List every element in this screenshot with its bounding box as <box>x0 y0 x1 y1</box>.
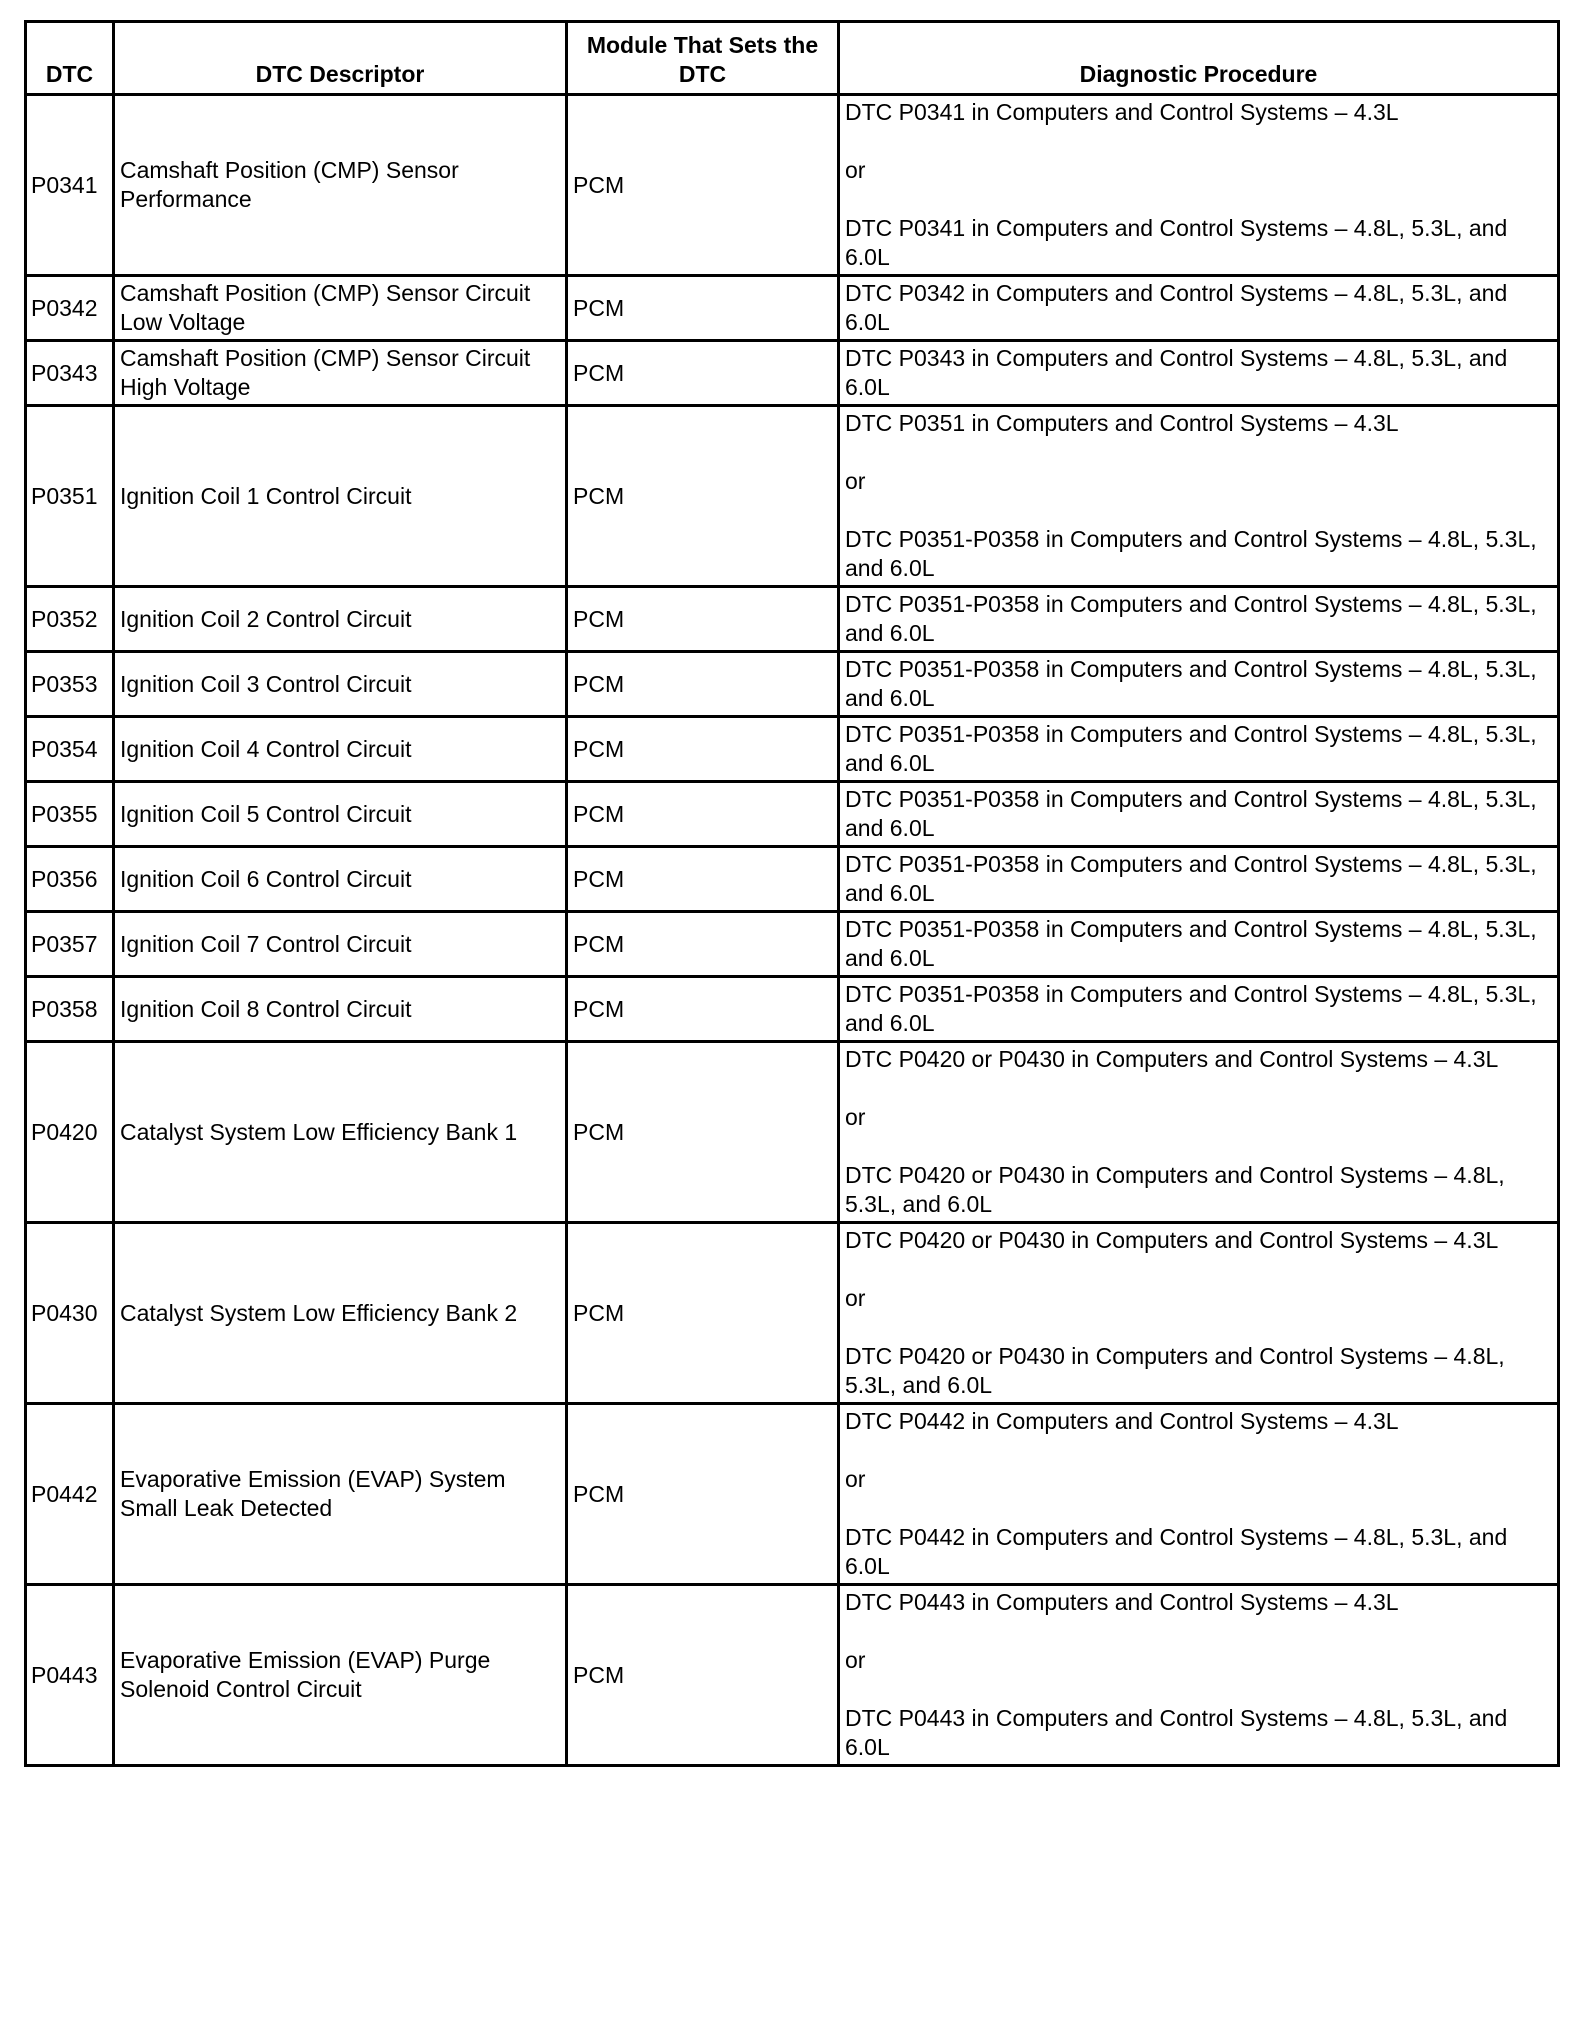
procedure-spacer <box>845 1074 1552 1103</box>
procedure-spacer <box>845 496 1552 525</box>
procedure-line: DTC P0351-P0358 in Computers and Control Systems – 4.8L, 5.3L, and 6.0L <box>845 526 1537 581</box>
diagnostic-procedure-cell <box>839 276 1559 341</box>
header-row <box>26 22 1559 95</box>
dtc-descriptor-cell: Ignition Coil 5 Control Circuit <box>114 782 567 847</box>
procedure-line: DTC P0351-P0358 in Computers and Control Systems – 4.8L, 5.3L, and 6.0L <box>845 981 1537 1036</box>
procedure-line: DTC P0351-P0358 in Computers and Control Systems – 4.8L, 5.3L, and 6.0L <box>845 591 1537 646</box>
diagnostic-procedure-cell <box>839 1404 1559 1585</box>
procedure-spacer <box>845 1494 1552 1523</box>
dtc-code-cell: P0353 <box>26 652 114 717</box>
table-row <box>26 276 1559 341</box>
procedure-line: DTC P0351-P0358 in Computers and Control Systems – 4.8L, 5.3L, and 6.0L <box>845 916 1537 971</box>
table-row <box>26 1223 1559 1404</box>
header-descriptor: DTC Descriptor <box>114 22 567 95</box>
module-cell: PCM <box>567 276 839 341</box>
module-cell: PCM <box>567 652 839 717</box>
diagnostic-procedure-cell <box>839 1585 1559 1766</box>
dtc-descriptor-cell: Ignition Coil 7 Control Circuit <box>114 912 567 977</box>
procedure-line: DTC P0442 in Computers and Control Systems – 4.3L <box>845 1408 1399 1434</box>
header-dtc: DTC <box>26 22 114 95</box>
procedure-spacer <box>845 1132 1552 1161</box>
procedure-line: DTC P0342 in Computers and Control Systems – 4.8L, 5.3L, and 6.0L <box>845 280 1508 335</box>
dtc-code-cell: P0354 <box>26 717 114 782</box>
diagnostic-procedure-cell <box>839 587 1559 652</box>
module-cell: PCM <box>567 847 839 912</box>
procedure-line: DTC P0420 or P0430 in Computers and Control Systems – 4.3L <box>845 1227 1499 1253</box>
procedure-line: DTC P0420 or P0430 in Computers and Control Systems – 4.8L, 5.3L, and 6.0L <box>845 1162 1505 1217</box>
procedure-spacer <box>845 1313 1552 1342</box>
dtc-code-cell: P0343 <box>26 341 114 406</box>
procedure-spacer <box>845 1436 1552 1465</box>
procedure-line: DTC P0351-P0358 in Computers and Control Systems – 4.8L, 5.3L, and 6.0L <box>845 851 1537 906</box>
dtc-code-cell: P0420 <box>26 1042 114 1223</box>
procedure-spacer <box>845 438 1552 467</box>
table-row <box>26 847 1559 912</box>
dtc-descriptor-cell: Ignition Coil 3 Control Circuit <box>114 652 567 717</box>
module-cell: PCM <box>567 912 839 977</box>
procedure-line: or <box>845 1104 866 1130</box>
table-body <box>26 95 1559 1766</box>
dtc-code-cell: P0442 <box>26 1404 114 1585</box>
diagnostic-procedure-cell <box>839 406 1559 587</box>
table-row <box>26 717 1559 782</box>
procedure-spacer <box>845 185 1552 214</box>
procedure-line: DTC P0420 or P0430 in Computers and Control Systems – 4.8L, 5.3L, and 6.0L <box>845 1343 1505 1398</box>
table-row <box>26 95 1559 276</box>
dtc-code-cell: P0355 <box>26 782 114 847</box>
dtc-code-cell: P0351 <box>26 406 114 587</box>
dtc-table <box>24 20 1560 1767</box>
module-cell: PCM <box>567 1404 839 1585</box>
dtc-descriptor-cell: Ignition Coil 6 Control Circuit <box>114 847 567 912</box>
dtc-descriptor-cell: Evaporative Emission (EVAP) System Small Leak Detected <box>114 1404 567 1585</box>
diagnostic-procedure-cell <box>839 977 1559 1042</box>
table-row <box>26 341 1559 406</box>
procedure-line: or <box>845 1647 866 1673</box>
module-cell: PCM <box>567 1223 839 1404</box>
table-row <box>26 587 1559 652</box>
procedure-spacer <box>845 1255 1552 1284</box>
dtc-code-cell: P0356 <box>26 847 114 912</box>
procedure-line: DTC P0343 in Computers and Control Systems – 4.8L, 5.3L, and 6.0L <box>845 345 1508 400</box>
module-cell: PCM <box>567 1585 839 1766</box>
dtc-code-cell: P0341 <box>26 95 114 276</box>
diagnostic-procedure-cell <box>839 1223 1559 1404</box>
dtc-descriptor-cell: Camshaft Position (CMP) Sensor Circuit High Voltage <box>114 341 567 406</box>
procedure-line: DTC P0420 or P0430 in Computers and Control Systems – 4.3L <box>845 1046 1499 1072</box>
table-row <box>26 782 1559 847</box>
dtc-code-cell: P0342 <box>26 276 114 341</box>
module-cell: PCM <box>567 587 839 652</box>
dtc-descriptor-cell: Camshaft Position (CMP) Sensor Circuit Low Voltage <box>114 276 567 341</box>
header-procedure: Diagnostic Procedure <box>839 22 1559 95</box>
diagnostic-procedure-cell <box>839 1042 1559 1223</box>
procedure-spacer <box>845 1675 1552 1704</box>
module-cell: PCM <box>567 406 839 587</box>
procedure-spacer <box>845 127 1552 156</box>
dtc-descriptor-cell: Catalyst System Low Efficiency Bank 1 <box>114 1042 567 1223</box>
table-row <box>26 406 1559 587</box>
module-cell: PCM <box>567 782 839 847</box>
diagnostic-procedure-cell <box>839 782 1559 847</box>
dtc-code-cell: P0358 <box>26 977 114 1042</box>
module-cell: PCM <box>567 95 839 276</box>
module-cell: PCM <box>567 717 839 782</box>
table-row <box>26 1042 1559 1223</box>
procedure-line: or <box>845 1466 866 1492</box>
module-cell: PCM <box>567 1042 839 1223</box>
diagnostic-procedure-cell <box>839 717 1559 782</box>
dtc-code-cell: P0443 <box>26 1585 114 1766</box>
diagnostic-procedure-cell <box>839 341 1559 406</box>
table-row <box>26 652 1559 717</box>
procedure-line: DTC P0351-P0358 in Computers and Control Systems – 4.8L, 5.3L, and 6.0L <box>845 786 1537 841</box>
dtc-descriptor-cell: Ignition Coil 8 Control Circuit <box>114 977 567 1042</box>
procedure-spacer <box>845 1617 1552 1646</box>
procedure-line: DTC P0351-P0358 in Computers and Control Systems – 4.8L, 5.3L, and 6.0L <box>845 721 1537 776</box>
module-cell: PCM <box>567 341 839 406</box>
procedure-line: DTC P0442 in Computers and Control Systems – 4.8L, 5.3L, and 6.0L <box>845 1524 1508 1579</box>
procedure-line: DTC P0443 in Computers and Control Systems – 4.8L, 5.3L, and 6.0L <box>845 1705 1508 1760</box>
table-row <box>26 912 1559 977</box>
diagnostic-procedure-cell <box>839 912 1559 977</box>
diagnostic-procedure-cell <box>839 847 1559 912</box>
dtc-descriptor-cell: Catalyst System Low Efficiency Bank 2 <box>114 1223 567 1404</box>
procedure-line: DTC P0351-P0358 in Computers and Control Systems – 4.8L, 5.3L, and 6.0L <box>845 656 1537 711</box>
dtc-code-cell: P0352 <box>26 587 114 652</box>
dtc-descriptor-cell: Ignition Coil 2 Control Circuit <box>114 587 567 652</box>
diagnostic-procedure-cell <box>839 652 1559 717</box>
dtc-descriptor-cell: Evaporative Emission (EVAP) Purge Solenoid Control Circuit <box>114 1585 567 1766</box>
procedure-line: DTC P0351 in Computers and Control Systems – 4.3L <box>845 410 1399 436</box>
table-row <box>26 977 1559 1042</box>
dtc-code-cell: P0357 <box>26 912 114 977</box>
procedure-line: DTC P0443 in Computers and Control Systems – 4.3L <box>845 1589 1399 1615</box>
dtc-descriptor-cell: Ignition Coil 1 Control Circuit <box>114 406 567 587</box>
table-row <box>26 1404 1559 1585</box>
procedure-line: or <box>845 1285 866 1311</box>
diagnostic-procedure-cell <box>839 95 1559 276</box>
module-cell: PCM <box>567 977 839 1042</box>
table-row <box>26 1585 1559 1766</box>
dtc-descriptor-cell: Camshaft Position (CMP) Sensor Performance <box>114 95 567 276</box>
procedure-line: DTC P0341 in Computers and Control Systems – 4.8L, 5.3L, and 6.0L <box>845 215 1508 270</box>
procedure-line: or <box>845 468 866 494</box>
header-module: Module That Sets the DTC <box>567 22 839 95</box>
dtc-descriptor-cell: Ignition Coil 4 Control Circuit <box>114 717 567 782</box>
procedure-line: or <box>845 157 866 183</box>
procedure-line: DTC P0341 in Computers and Control Systems – 4.3L <box>845 99 1399 125</box>
dtc-code-cell: P0430 <box>26 1223 114 1404</box>
